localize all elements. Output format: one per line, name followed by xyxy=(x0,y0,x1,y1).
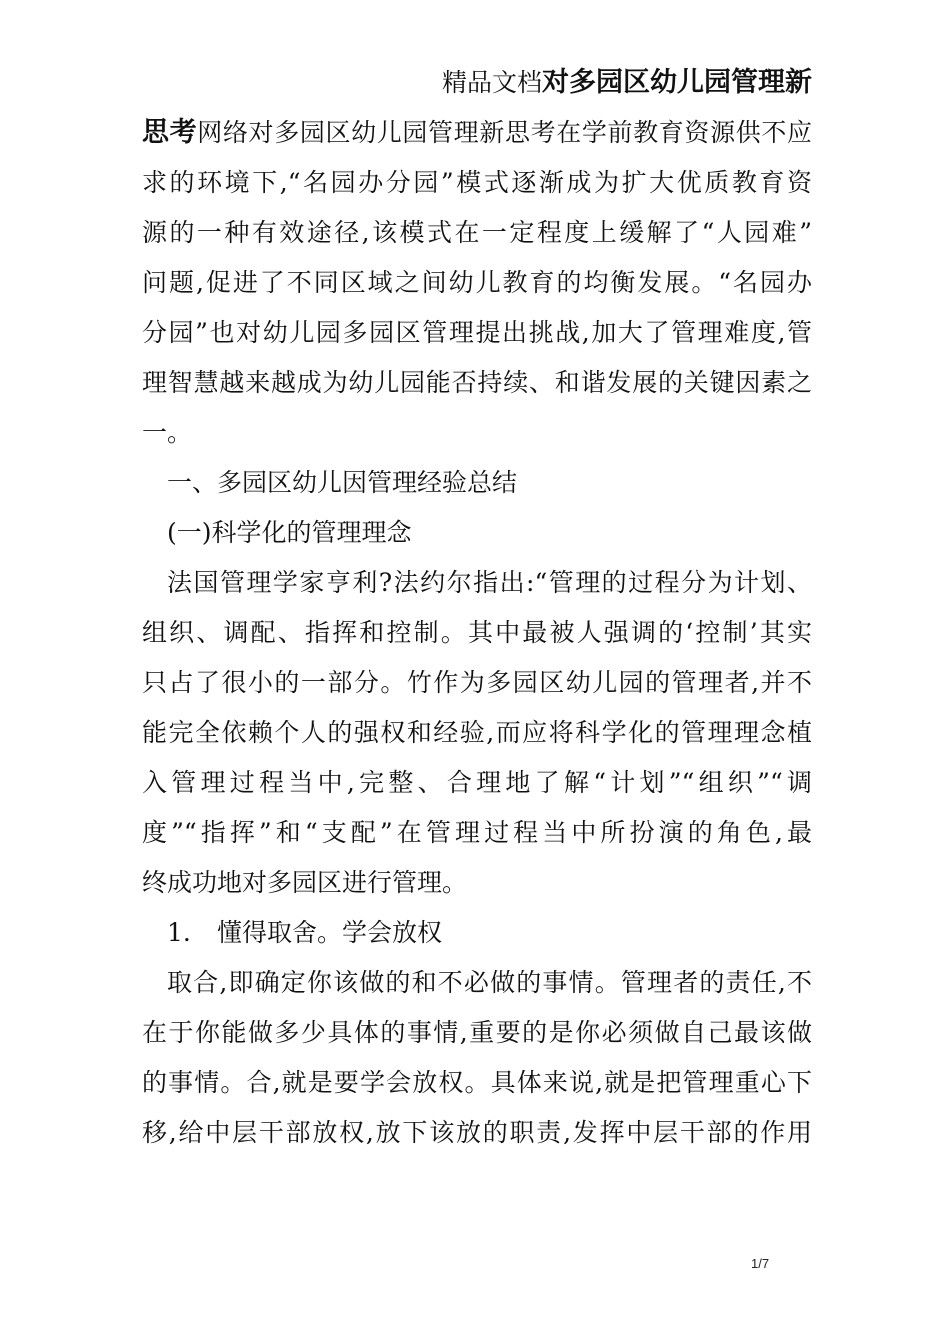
header-prefix: 精品文档 xyxy=(441,68,542,97)
intro-text: 网络对多园区幼儿园管理新思考在学前教育资源供不应 xyxy=(197,118,812,147)
document-title-continued: 思考 xyxy=(142,117,198,148)
intro-line: 理智慧越来越成为幼儿园能否持续、和谐发展的关键因素之 xyxy=(142,368,812,397)
list-item-title: 懂得取舍。学会放权 xyxy=(217,918,443,947)
paragraph-line: 入管理过程当中,完整、合理地了解“计划”“组织”“调 xyxy=(142,768,812,797)
paragraph-line: 终成功地对多园区进行管理。 xyxy=(142,868,468,897)
intro-line xyxy=(142,108,812,158)
paragraph-line: 法国管理学家亨利?法约尔指出:“管理的过程分为计划、 xyxy=(167,568,812,597)
list-item-heading xyxy=(142,908,812,958)
paragraph-line: 能完全依赖个人的强权和经验,而应将科学化的管理理念植 xyxy=(142,718,812,747)
document-body xyxy=(142,58,812,1158)
subsection-heading: (一)科学化的管理理念 xyxy=(167,518,412,547)
document-header-line xyxy=(142,58,812,108)
paragraph-line: 在于你能做多少具体的事情,重要的是你必须做自己最该做 xyxy=(142,1018,812,1047)
paragraph-line: 的事情。合,就是要学会放权。具体来说,就是把管理重心下 xyxy=(142,1068,812,1097)
intro-line: 分园”也对幼儿园多园区管理提出挑战,加大了管理难度,管 xyxy=(142,318,812,347)
intro-line: 求的环境下,“名园办分园”模式逐渐成为扩大优质教育资 xyxy=(142,168,812,197)
section-heading: 一、多园区幼儿因管理经验总结 xyxy=(167,468,518,497)
paragraph-line: 只占了很小的一部分。竹作为多园区幼儿园的管理者,并不 xyxy=(142,668,812,697)
page-number: 1/7 xyxy=(751,1256,770,1271)
paragraph-line: 取合,即确定你该做的和不必做的事情。管理者的责任,不 xyxy=(167,968,812,997)
list-item-number: 1. xyxy=(167,918,191,947)
intro-line: 问题,促进了不同区域之间幼儿教育的均衡发展。“名园办 xyxy=(142,268,812,297)
document-title: 对多园区幼儿园管理新 xyxy=(542,67,812,98)
paragraph-line: 度”“指挥”和“支配”在管理过程当中所扮演的角色,最 xyxy=(142,818,812,847)
paragraph-line: 移,给中层干部放权,放下该放的职责,发挥中层干部的作用 xyxy=(142,1118,812,1147)
intro-line: 源的一种有效途径,该模式在一定程度上缓解了“人园难” xyxy=(142,218,812,247)
intro-line: 一。 xyxy=(142,418,193,447)
paragraph-line: 组织、调配、指挥和控制。其中最被人强调的‘控制’其实 xyxy=(142,618,812,647)
